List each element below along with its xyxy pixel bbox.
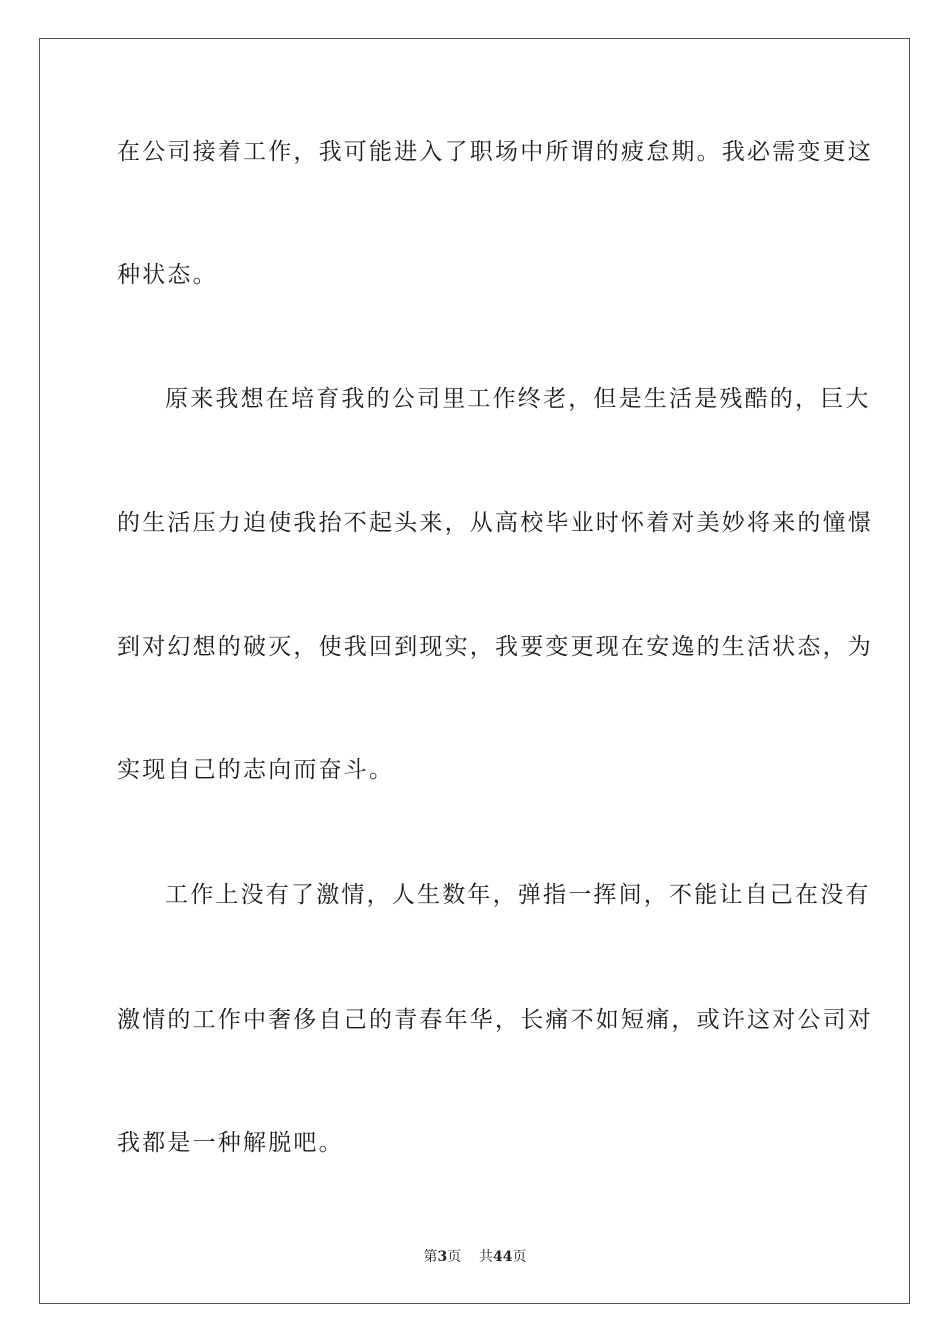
page-footer [0, 1247, 950, 1267]
paragraph-3-line-1: 工作上没有了激情，人生数年，弹指一挥间，不能让自己在没有 [165, 882, 871, 908]
paragraph-1-line-2: 种状态。 [117, 262, 218, 288]
paragraph-1-line-1: 在公司接着工作，我可能进入了职场中所谓的疲怠期。我必需变更这 [117, 139, 873, 165]
total-suffix: 页 [512, 1249, 527, 1265]
page-border [39, 38, 910, 1304]
page-suffix: 页 [447, 1249, 462, 1265]
paragraph-2-line-3: 到对幻想的破灭，使我回到现实，我要变更现在安逸的生活状态，为 [117, 634, 873, 660]
paragraph-2-line-1: 原来我想在培育我的公司里工作终老，但是生活是残酷的，巨大 [165, 386, 871, 412]
total-prefix: 共 [479, 1249, 494, 1265]
page-prefix: 第 [423, 1249, 438, 1265]
paragraph-3-line-3: 我都是一种解脱吧。 [117, 1130, 344, 1156]
page-number: 3 [437, 1249, 448, 1265]
total-pages: 44 [493, 1249, 513, 1265]
paragraph-3-line-2: 激情的工作中奢侈自己的青春年华，长痛不如短痛，或许这对公司对 [117, 1007, 873, 1033]
paragraph-2-line-4: 实现自己的志向而奋斗。 [117, 757, 395, 783]
paragraph-2-line-2: 的生活压力迫使我抬不起头来，从高校毕业时怀着对美妙将来的憧憬 [117, 510, 873, 536]
